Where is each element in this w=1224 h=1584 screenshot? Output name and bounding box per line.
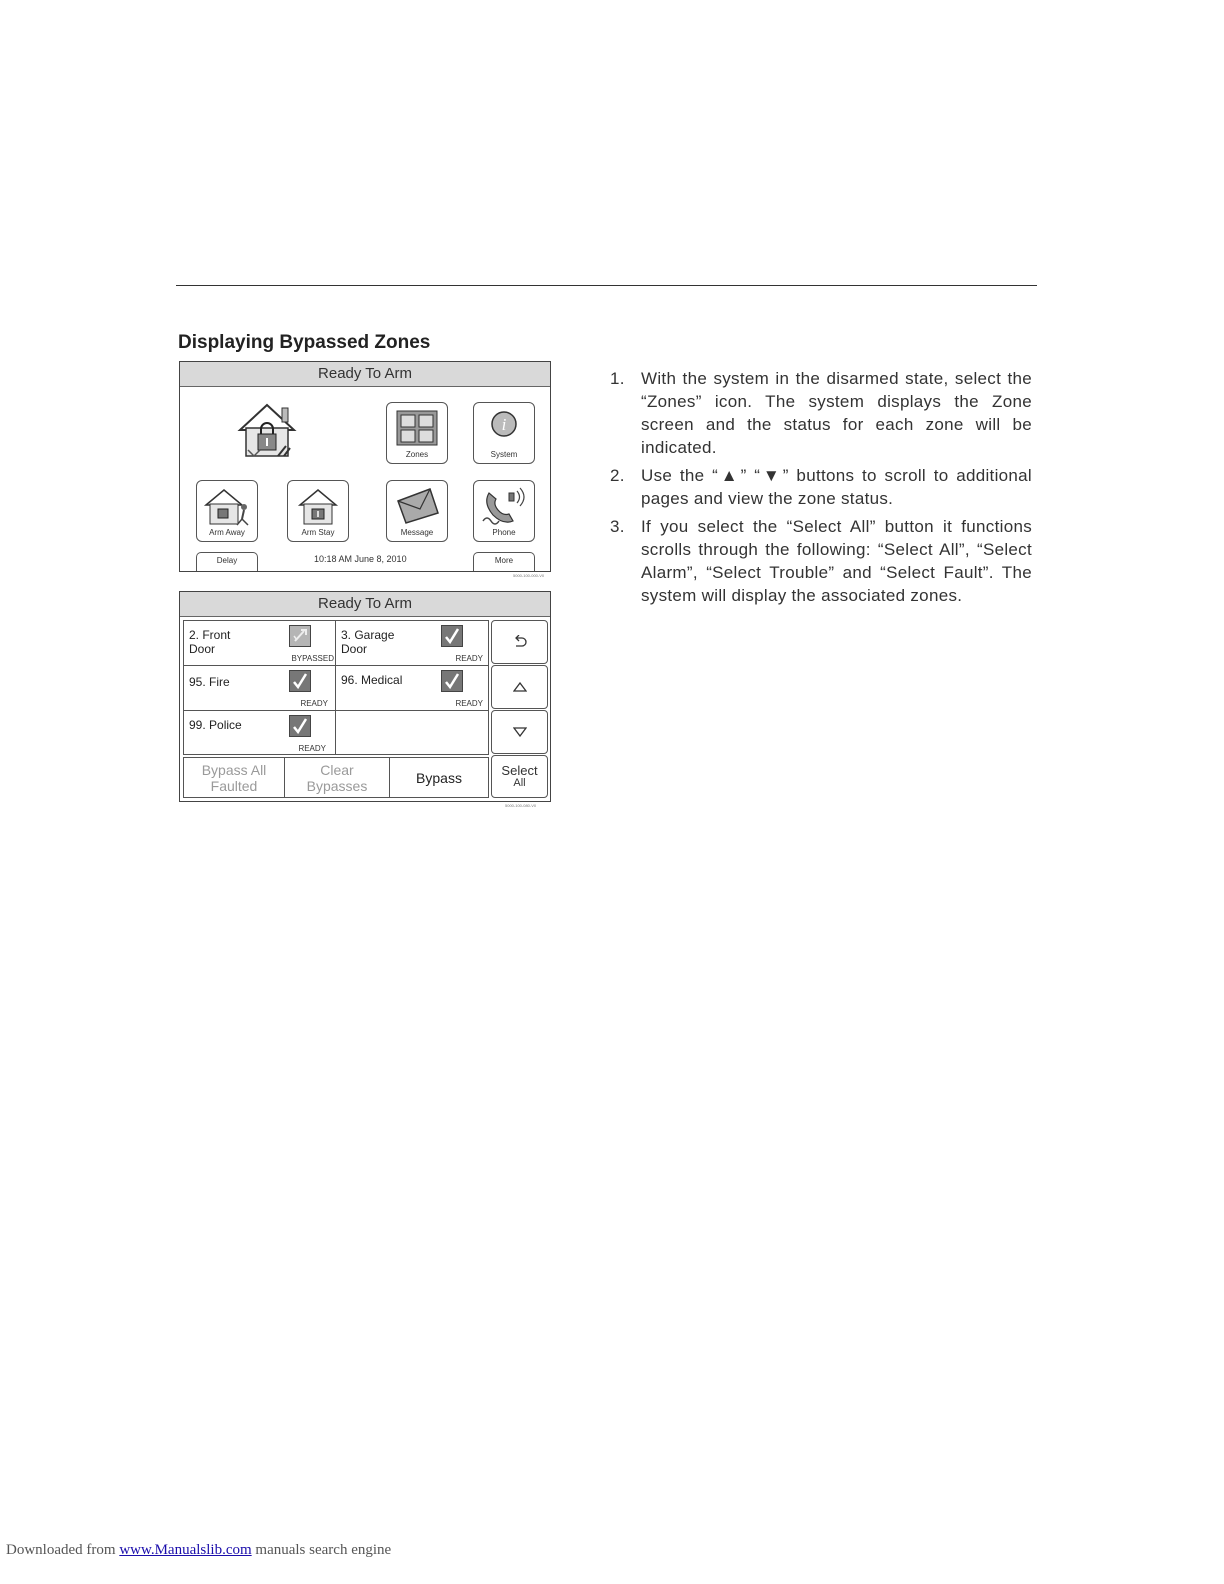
manualslib-link[interactable]: www.Manualslib.com bbox=[119, 1542, 252, 1558]
up-arrow-icon bbox=[513, 682, 527, 692]
zones-label: Zones bbox=[405, 450, 429, 459]
arm-away-button[interactable] bbox=[196, 480, 258, 542]
zones-grid-icon bbox=[395, 409, 439, 447]
arm-away-label: Arm Away bbox=[209, 528, 245, 537]
zone-cell-garage-door[interactable] bbox=[336, 621, 488, 665]
check-icon bbox=[289, 715, 311, 737]
system-button[interactable] bbox=[473, 402, 535, 464]
select-all-label-2: All bbox=[513, 776, 526, 789]
select-all-label-1: Select bbox=[501, 762, 538, 778]
date-time: 10:18 AM June 8, 2010 bbox=[314, 554, 407, 564]
zone-name: 3. Garage Door bbox=[341, 628, 395, 656]
zone-status: READY bbox=[300, 699, 328, 708]
step-item: 2. Use the “▲” “▼” buttons to scroll to additional pages and view the zone status. bbox=[610, 466, 1032, 508]
bypass-button[interactable]: Bypass bbox=[416, 769, 462, 786]
step-item: 1. With the system in the disarmed state, select the “Zones” icon. The system displays the Zone screen and the status for each zone will be indicated. bbox=[610, 369, 1032, 457]
home-title-bar: Ready To Arm bbox=[180, 362, 550, 387]
message-button[interactable] bbox=[386, 480, 448, 542]
zones-button[interactable] bbox=[386, 402, 448, 464]
home-screen bbox=[179, 361, 551, 572]
phone-icon bbox=[481, 487, 527, 527]
down-arrow-icon bbox=[513, 727, 527, 737]
back-button[interactable] bbox=[491, 620, 548, 664]
zone-name: 96. Medical bbox=[341, 673, 403, 687]
zone-actions-bar bbox=[183, 757, 489, 798]
info-icon bbox=[489, 409, 519, 439]
arm-stay-button[interactable] bbox=[287, 480, 349, 542]
phone-button[interactable] bbox=[473, 480, 535, 542]
zone-status: BYPASSED bbox=[291, 654, 334, 663]
section-heading: Displaying Bypassed Zones bbox=[178, 332, 431, 353]
zone-name: 2. Front Door bbox=[189, 628, 231, 656]
svg-text:i: i bbox=[501, 415, 507, 434]
figure-code-1: 5000-100-000-V0 bbox=[513, 573, 545, 578]
top-rule bbox=[176, 285, 1037, 286]
step-item: 3. If you select the “Select All” button it functions scrolls through the following: “Select All”, “Select Alarm”, “Select Trouble” and “Select Fault”. The system will display the associated zones. bbox=[610, 517, 1032, 605]
zones-title-bar: Ready To Arm bbox=[180, 592, 550, 617]
message-label: Message bbox=[400, 528, 434, 537]
phone-label: Phone bbox=[492, 528, 516, 537]
zone-cell-police[interactable] bbox=[184, 711, 336, 755]
figure-code-2: 5000-100-080-V0 bbox=[505, 803, 537, 808]
check-icon bbox=[289, 670, 311, 692]
instruction-steps bbox=[610, 367, 1032, 612]
zones-screen bbox=[179, 591, 551, 802]
zone-status: READY bbox=[455, 654, 483, 663]
scroll-up-button[interactable] bbox=[491, 665, 548, 709]
side-controls bbox=[491, 620, 548, 798]
zone-status: READY bbox=[298, 744, 326, 753]
scroll-down-button[interactable] bbox=[491, 710, 548, 754]
zone-grid bbox=[183, 620, 489, 755]
zone-status: READY bbox=[455, 699, 483, 708]
more-tab[interactable]: More bbox=[473, 552, 535, 571]
zone-cell-medical[interactable] bbox=[336, 666, 488, 710]
bypass-icon bbox=[289, 625, 311, 647]
arm-stay-icon bbox=[296, 487, 340, 527]
delay-tab[interactable]: Delay bbox=[196, 552, 258, 571]
zone-cell-fire[interactable] bbox=[184, 666, 336, 710]
arm-away-icon bbox=[202, 487, 252, 527]
zone-name: 99. Police bbox=[189, 718, 242, 732]
house-lock-icon bbox=[236, 402, 298, 460]
select-all-button[interactable] bbox=[491, 755, 548, 798]
arm-stay-label: Arm Stay bbox=[301, 528, 335, 537]
zone-cell-front-door[interactable] bbox=[184, 621, 336, 665]
footer: Downloaded from www.Manualslib.com manuals search engine bbox=[6, 1542, 392, 1558]
check-icon bbox=[441, 670, 463, 692]
check-icon bbox=[441, 625, 463, 647]
bypass-all-faulted-button[interactable]: Bypass All Faulted bbox=[184, 758, 285, 797]
back-icon bbox=[512, 635, 528, 649]
envelope-icon bbox=[394, 487, 440, 525]
clear-bypasses-button[interactable]: Clear Bypasses bbox=[285, 758, 390, 797]
system-label: System bbox=[490, 450, 518, 459]
zone-name: 95. Fire bbox=[189, 675, 230, 689]
